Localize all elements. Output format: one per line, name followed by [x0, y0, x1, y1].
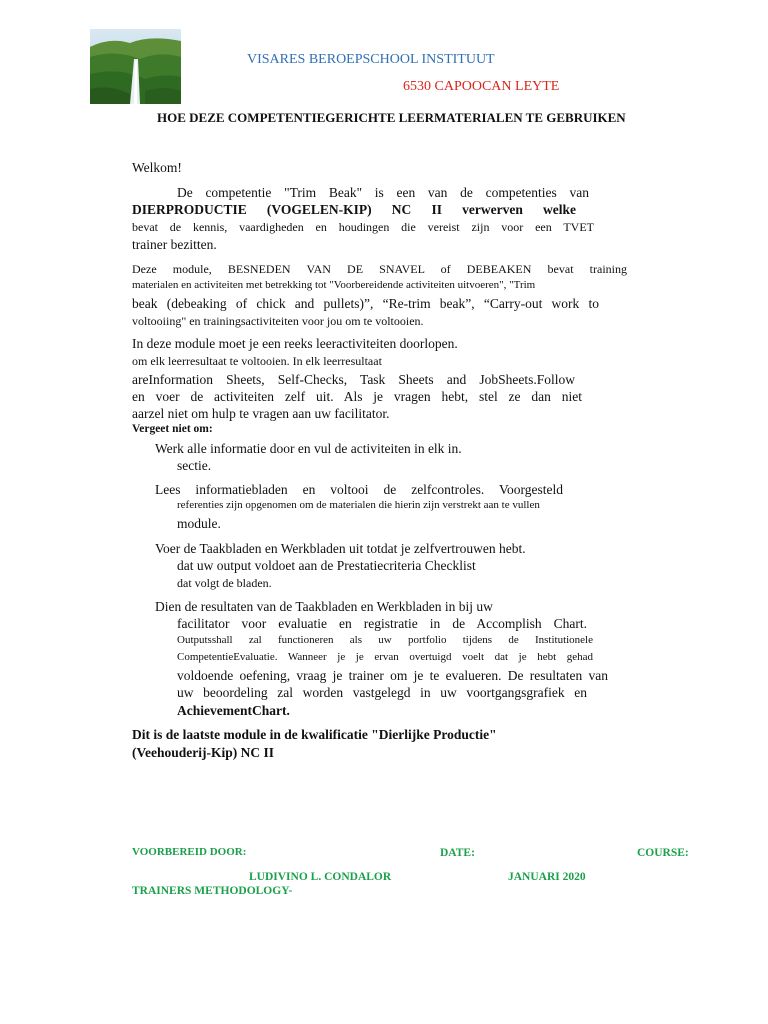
bullet-4-line5: voldoende oefening, vraag je trainer om je te evalueren. De resultaten van [177, 668, 608, 683]
course-label: COURSE: [637, 847, 689, 859]
date-value: JANUARI 2020 [508, 871, 586, 883]
bullet-4-line4: CompetentieEvaluatie. Wanneer je je ervan overtuigd voelt dat je hebt gehad [177, 651, 593, 663]
bullet-4-line2: facilitator voor evaluatie en registratie in de Accomplish Chart. [177, 616, 587, 631]
reminder-heading: Vergeet niet om: [132, 423, 213, 435]
bullet-4-line1: Dien de resultaten van de Taakbladen en Werkbladen in bij uw [155, 599, 493, 614]
intro-p1-line2: DIERPRODUCTIE (VOGELEN-KIP) NC II verwerven welke [132, 202, 576, 217]
prepared-by-label: VOORBEREID DOOR: [132, 846, 247, 858]
intro-p2-line3: beak (debeaking of chick and pullets)”, “Re-trim beak”, “Carry-out work to [132, 296, 599, 311]
bullet-1-line2: sectie. [177, 458, 212, 473]
bullet-1-line1: Werk alle informatie door en vul de activiteiten in elk in. [155, 441, 462, 456]
closing-line1: Dit is de laatste module in de kwalificatie "Dierlijke Productie" [132, 727, 497, 742]
closing-line2: (Veehouderij-Kip) NC II [132, 745, 275, 760]
intro-p2-line4: voltooiing" en trainingsactiviteiten voor jou om te voltooien. [132, 314, 424, 328]
bullet-2-line2: referenties zijn opgenomen om de materialen die hierin zijn verstrekt aan te vullen [177, 499, 540, 511]
date-label: DATE: [440, 847, 475, 859]
school-name: VISARES BEROEPSCHOOL INSTITUUT [247, 52, 495, 67]
bullet-4-line7: AchievementChart. [177, 703, 290, 718]
intro-p2-line2: materialen en activiteiten met betrekking tot "Voorbereidende activiteiten uitvoeren", "Trim [132, 279, 536, 291]
intro-p3-line5: aarzel niet om hulp te vragen aan uw facilitator. [132, 406, 390, 421]
bullet-3-line2: dat uw output voldoet aan de Prestatiecriteria Checklist [177, 558, 476, 573]
intro-p1-line1: De competentie "Trim Beak" is een van de competenties van [177, 185, 589, 200]
intro-p2-line1: Deze module, BESNEDEN VAN DE SNAVEL of DEBEAKEN bevat training [132, 262, 627, 276]
author-name: LUDIVINO L. CONDALOR [249, 871, 392, 883]
intro-p3-line3: areInformation Sheets, Self-Checks, Task Sheets and JobSheets.Follow [132, 372, 575, 387]
school-logo [90, 29, 181, 104]
intro-p3-line2: om elk leerresultaat te voltooien. In elk leerresultaat [132, 354, 382, 368]
intro-p3-line1: In deze module moet je een reeks leeractiviteiten doorlopen. [132, 336, 458, 351]
bullet-3-line3: dat volgt de bladen. [177, 576, 272, 590]
bullet-4-line6: uw beoordeling zal worden vastgelegd in uw voortgangsgrafiek en [177, 685, 587, 700]
bullet-2-line1: Lees informatiebladen en voltooi de zelfcontroles. Voorgesteld [155, 482, 563, 497]
bullet-2-line3: module. [177, 516, 221, 531]
course-value: TRAINERS METHODOLOGY- [132, 885, 293, 897]
bullet-4-line3: Outputsshall zal functioneren als uw portfolio tijdens de Institutionele [177, 634, 593, 646]
intro-p1-line4: trainer bezitten. [132, 237, 217, 252]
bullet-3-line1: Voer de Taakbladen en Werkbladen uit totdat je zelfvertrouwen hebt. [155, 541, 526, 556]
intro-p3-line4: en voer de activiteiten zelf uit. Als je vragen hebt, stel ze dan niet [132, 389, 582, 404]
page-title: HOE DEZE COMPETENTIEGERICHTE LEERMATERIALEN TE GEBRUIKEN [157, 110, 626, 125]
intro-p1-line3: bevat de kennis, vaardigheden en houdingen die vereist zijn voor een TVET [132, 220, 594, 234]
welcome-text: Welkom! [132, 160, 182, 175]
school-address: 6530 CAPOOCAN LEYTE [403, 79, 560, 94]
